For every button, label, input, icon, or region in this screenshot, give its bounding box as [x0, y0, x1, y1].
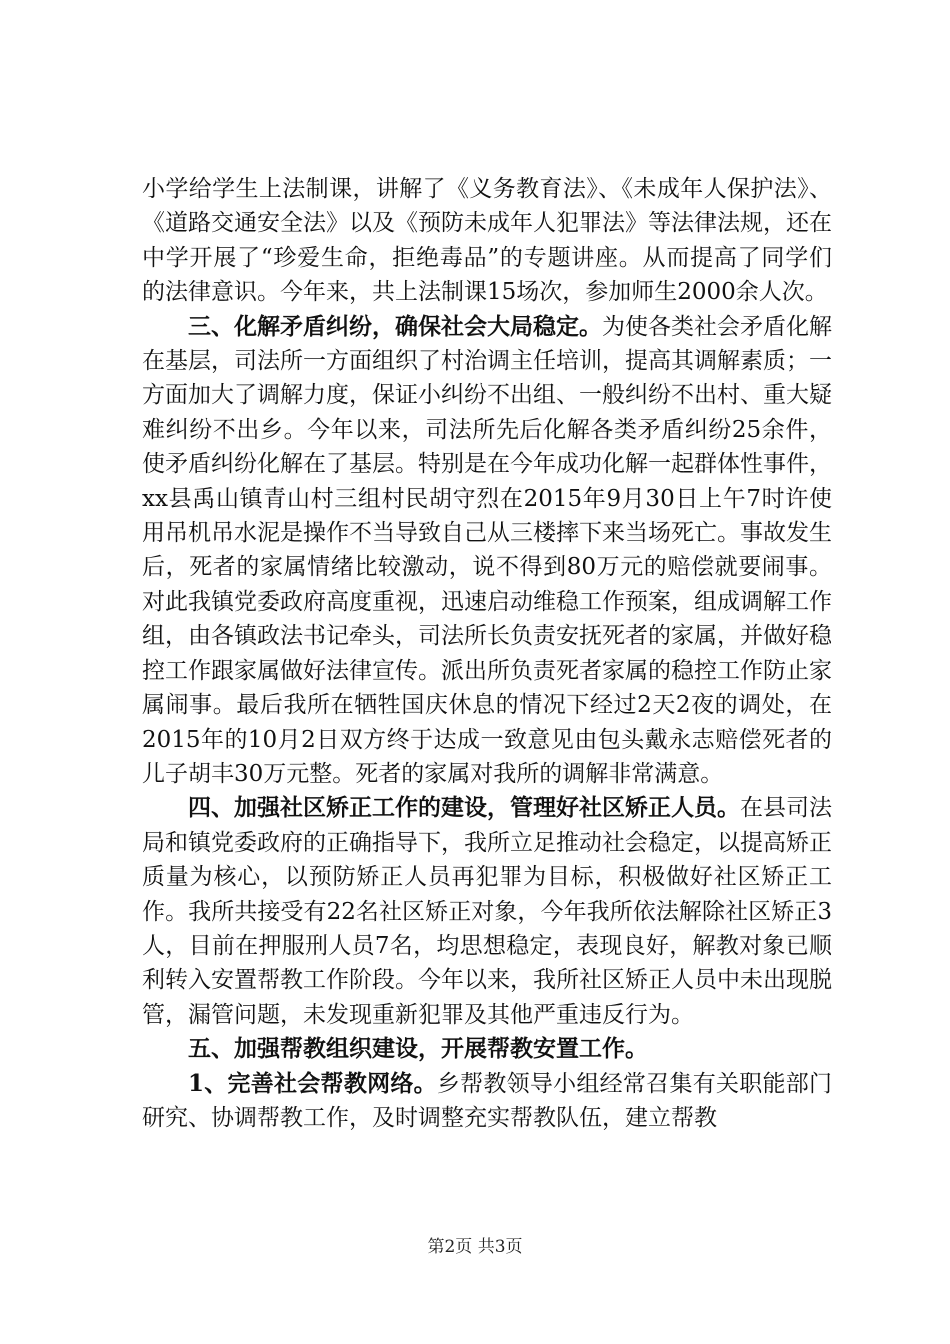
section-4-text: 在县司法局和镇党委政府的正确指导下，我所立足推动社会稳定，以提高矫正质量为核心，以预防矫正人员再犯罪为目标，积极做好社区矫正工作。我所共接受有22名社区矫正对象，今年我所依法解除社区矫正3人，目前在押服刑人员7名，均思想稳定，表现良好，解教对象已顺利转入安置帮教工作阶段。今年以来，我所社区矫正人员中未出现脱管，漏管问题，未发现重新犯罪及其他严重违反行为。: [142, 795, 832, 1028]
paragraph-1-text: 小学给学生上法制课，讲解了《义务教育法》、《未成年人保护法》、《道路交通安全法》以及《预防未成年人犯罪法》等法律法规，还在中学开展了“珍爱生命，拒绝毒品”的专题讲座。从而提高了同学们的法律意识。今年来，共上法制课15场次，参加师生2000余人次。: [142, 176, 832, 306]
subsection-1-text: 乡帮教领导小组经常召集有关职能部门研究、协调帮教工作，及时调整充实帮教队伍，建立帮教: [142, 1070, 832, 1131]
section-4-heading: 四、加强社区矫正工作的建设，管理好社区矫正人员。: [188, 794, 740, 822]
paragraph-section-3: [142, 310, 832, 792]
section-5-heading: 五、加强帮教组织建设，开展帮教安置工作。: [188, 1035, 648, 1063]
paragraph-section-4: [142, 791, 832, 1032]
paragraph-1: [142, 172, 832, 310]
section-3-heading: 三、化解矛盾纠纷，确保社会大局稳定。: [188, 312, 602, 340]
section-3-text: 为使各类社会矛盾化解在基层，司法所一方面组织了村治调主任培训，提高其调解素质；一方面加大了调解力度，保证小纠纷不出组、一般纠纷不出村、重大疑难纠纷不出乡。今年以来，司法所先后化解各类矛盾纠纷25余件，使矛盾纠纷化解在了基层。特别是在今年成功化解一起群体性事件，xx县禹山镇青山村三组村民胡守烈在2015年9月30日上午7时许使用吊机吊水泥是操作不当导致自己从三楼摔下来当场死亡。事故发生后，死者的家属情绪比较激动，说不得到80万元的赔偿就要闹事。对此我镇党委政府高度重视，迅速启动维稳工作预案，组成调解工作组，由各镇政法书记牵头，司法所长负责安抚死者的家属，并做好稳控工作跟家属做好法律宣传。派出所负责死者家属的稳控工作防止家属闹事。最后我所在牺牲国庆休息的情况下经过2天2夜的调处，在2015年的10月2日双方终于达成一致意见由包头戴永志赔偿死者的儿子胡丰30万元整。死者的家属对我所的调解非常满意。: [142, 313, 832, 787]
paragraph-section-5: [142, 1032, 832, 1066]
subsection-1-heading: 1、完善社会帮教网络。: [188, 1069, 437, 1097]
paragraph-subsection-1: [142, 1067, 832, 1136]
page-footer: 第2页 共3页: [427, 1237, 523, 1257]
document-body: [142, 172, 832, 1135]
